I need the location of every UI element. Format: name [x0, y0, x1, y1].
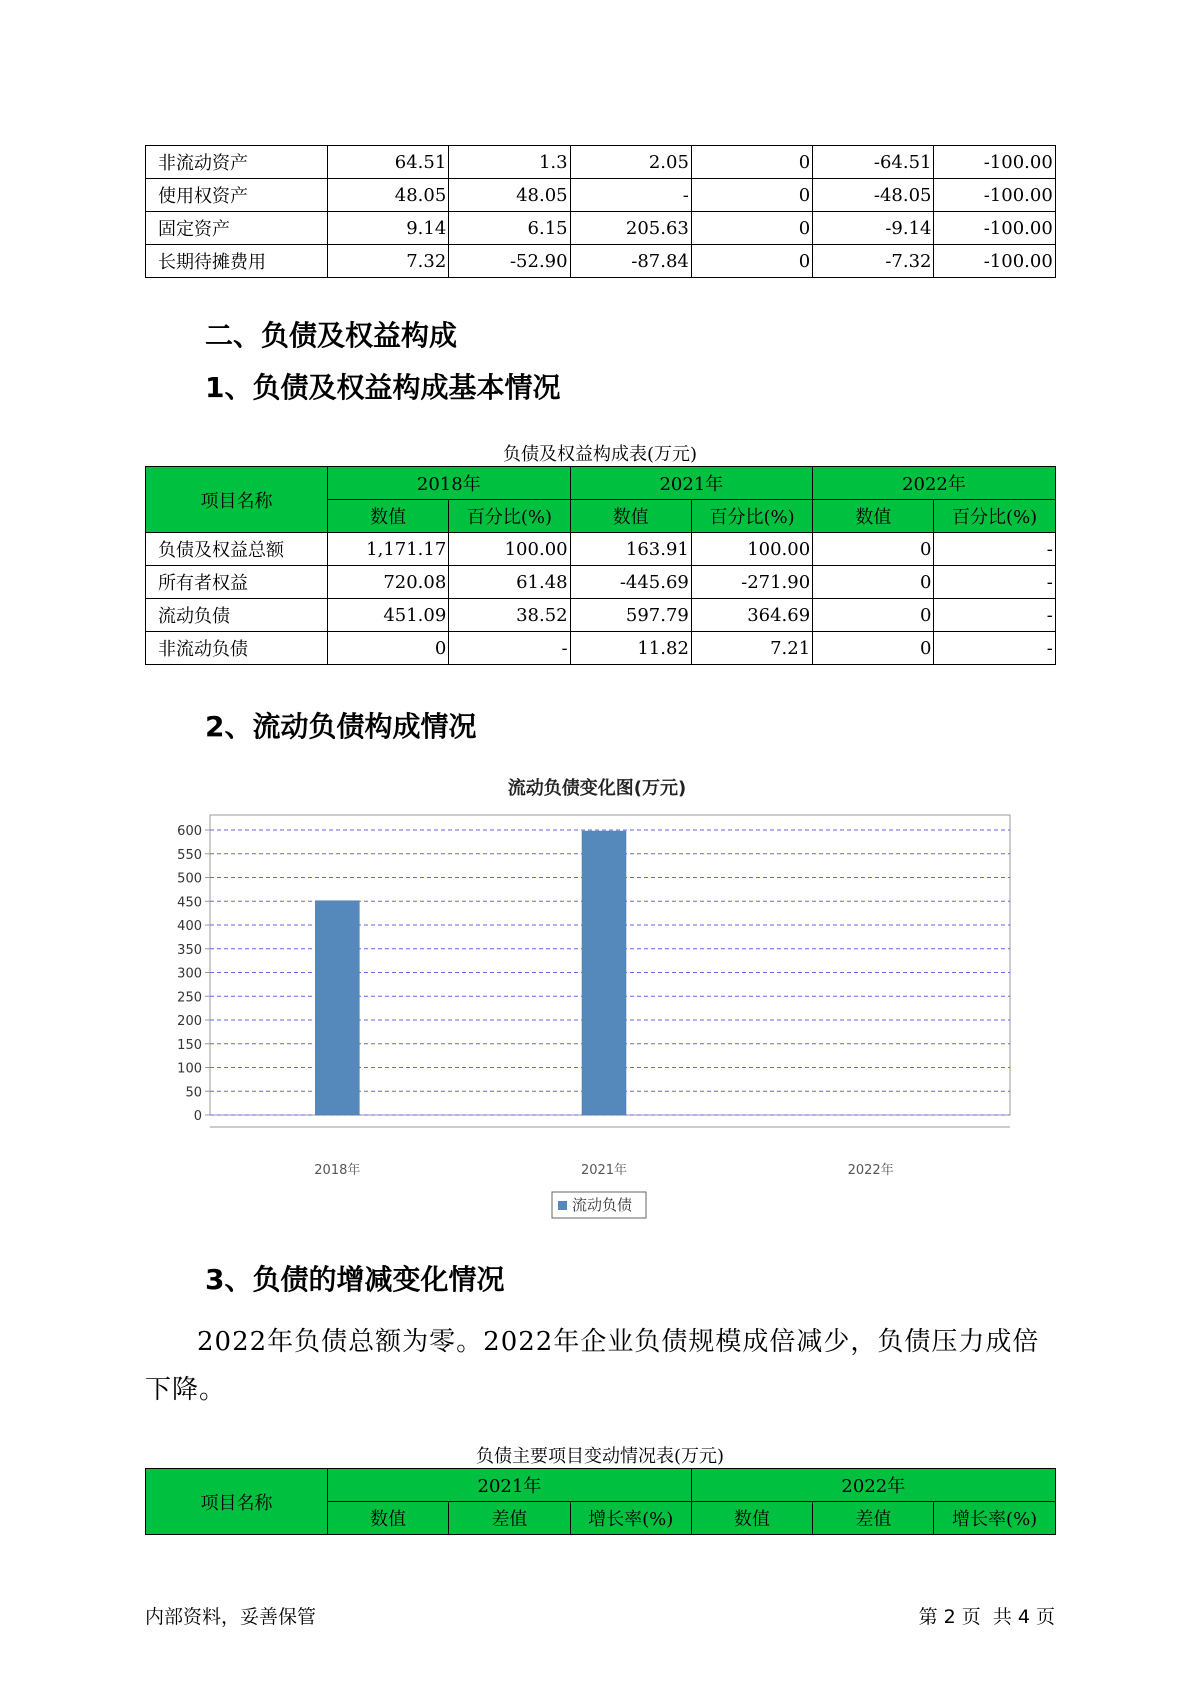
- legend-label: 流动负债: [572, 1196, 633, 1214]
- row-label: 长期待摊费用: [146, 245, 328, 278]
- cell: 48.05: [449, 179, 570, 212]
- cell: -: [570, 179, 691, 212]
- row-label: 流动负债: [146, 599, 328, 632]
- cell: 0: [691, 212, 812, 245]
- cell: -7.32: [813, 245, 934, 278]
- y-tick-label: 350: [177, 942, 202, 958]
- cell: 11.82: [570, 632, 691, 665]
- y-tick-label: 200: [177, 1014, 202, 1029]
- table-row: [146, 599, 1056, 632]
- cell: -271.90: [691, 566, 812, 599]
- table-row: [146, 566, 1056, 599]
- cell: 100.00: [449, 533, 570, 566]
- bar: [582, 831, 626, 1115]
- header-year: 2022年: [813, 467, 1056, 500]
- x-tick-label: 2021年: [580, 1163, 628, 1178]
- cell: 163.91: [570, 533, 691, 566]
- table-row: [146, 146, 1056, 179]
- cell: 720.08: [328, 566, 449, 599]
- header-rate: 增长率(%): [570, 1502, 691, 1535]
- y-tick-label: 150: [177, 1037, 202, 1053]
- header-year: 2022年: [691, 1469, 1055, 1502]
- footer-page-number: 第 2 页 共 4 页: [918, 1606, 1055, 1628]
- y-tick-label: 250: [177, 990, 202, 1006]
- cell: 38.52: [449, 599, 570, 632]
- table-row: [146, 212, 1056, 245]
- row-label: 固定资产: [146, 212, 328, 245]
- cell: 0: [813, 566, 934, 599]
- cell: 0: [691, 245, 812, 278]
- y-tick-label: 500: [177, 871, 202, 887]
- cell: 48.05: [328, 179, 449, 212]
- cell: -87.84: [570, 245, 691, 278]
- table-row: [146, 179, 1056, 212]
- table-caption: 负债主要项目变动情况表(万元): [475, 1446, 725, 1467]
- asset-table: [145, 145, 1056, 278]
- header-value: 数值: [328, 500, 449, 533]
- liability-change-table: [145, 1468, 1056, 1535]
- footer-confidential: 内部资料，妥善保管: [145, 1606, 317, 1628]
- row-label: 使用权资产: [146, 179, 328, 212]
- header-value: 数值: [691, 1502, 812, 1535]
- cell: 61.48: [449, 566, 570, 599]
- section-heading: 二、负债及权益构成: [205, 319, 458, 352]
- cell: -: [934, 533, 1055, 566]
- cell: 0: [813, 533, 934, 566]
- table-header: [146, 467, 1056, 533]
- x-tick-label: 2022年: [847, 1163, 894, 1178]
- cell: 0: [813, 599, 934, 632]
- cell: 9.14: [328, 212, 449, 245]
- row-label: 非流动资产: [146, 146, 328, 179]
- cell: 2.05: [570, 146, 691, 179]
- y-tick-label: 300: [177, 966, 202, 982]
- cell: 100.00: [691, 533, 812, 566]
- y-tick-label: 450: [177, 895, 202, 911]
- header-value: 数值: [570, 500, 691, 533]
- header-percent: 百分比(%): [934, 500, 1055, 533]
- header-diff: 差值: [449, 1502, 570, 1535]
- header-value: 数值: [328, 1502, 449, 1535]
- header-value: 数值: [813, 500, 934, 533]
- header-project-name: 项目名称: [146, 467, 328, 533]
- row-label: 负债及权益总额: [146, 533, 328, 566]
- header-percent: 百分比(%): [691, 500, 812, 533]
- cell: -64.51: [813, 146, 934, 179]
- cell: 1,171.17: [328, 533, 449, 566]
- cell: 0: [328, 632, 449, 665]
- cell: 597.79: [570, 599, 691, 632]
- table-header: [146, 1469, 1056, 1535]
- cell: 364.69: [691, 599, 812, 632]
- cell: 0: [813, 632, 934, 665]
- cell: 205.63: [570, 212, 691, 245]
- y-axis-ticks: [177, 824, 210, 1124]
- y-tick-label: 50: [185, 1085, 202, 1101]
- analysis-paragraph: 2022年负债总额为零。2022年企业负债规模成倍减少，负债压力成倍下降。: [145, 1327, 1040, 1405]
- subsection-heading-2: 2、流动负债构成情况: [205, 710, 477, 743]
- cell: 1.3: [449, 146, 570, 179]
- subsection-heading-1: 1、负债及权益构成基本情况: [205, 371, 561, 404]
- cell: 7.21: [691, 632, 812, 665]
- asset-table-body: [146, 146, 1056, 278]
- y-tick-label: 400: [177, 919, 202, 934]
- table-row: [146, 533, 1056, 566]
- chart-title: 流动负债变化图(万元): [507, 778, 687, 799]
- cell: -100.00: [934, 212, 1055, 245]
- liability-equity-table: [145, 466, 1056, 665]
- current-liabilities-chart: [0, 770, 1191, 1220]
- header-row: [146, 467, 1056, 500]
- cell: -: [934, 632, 1055, 665]
- cell: -52.90: [449, 245, 570, 278]
- cell: 0: [691, 179, 812, 212]
- table-row: [146, 632, 1056, 665]
- table-body: [146, 533, 1056, 665]
- row-label: 所有者权益: [146, 566, 328, 599]
- x-tick-label: 2018年: [314, 1163, 361, 1178]
- y-tick-label: 550: [177, 847, 202, 863]
- cell: 7.32: [328, 245, 449, 278]
- row-label: 非流动负债: [146, 632, 328, 665]
- subsection-heading-3: 3、负债的增减变化情况: [205, 1263, 505, 1296]
- cell: 0: [691, 146, 812, 179]
- cell: 451.09: [328, 599, 449, 632]
- cell: 6.15: [449, 212, 570, 245]
- table-caption: 负债及权益构成表(万元): [502, 444, 698, 465]
- cell: 64.51: [328, 146, 449, 179]
- cell: -48.05: [813, 179, 934, 212]
- cell: -9.14: [813, 212, 934, 245]
- header-year: 2018年: [328, 467, 571, 500]
- cell: -100.00: [934, 146, 1055, 179]
- header-year: 2021年: [328, 1469, 692, 1502]
- legend-swatch: [558, 1201, 567, 1210]
- header-percent: 百分比(%): [449, 500, 570, 533]
- cell: -: [934, 566, 1055, 599]
- y-tick-label: 0: [193, 1109, 202, 1124]
- cell: -: [934, 599, 1055, 632]
- cell: -: [449, 632, 570, 665]
- header-diff: 差值: [813, 1502, 934, 1535]
- header-project-name: 项目名称: [146, 1469, 328, 1535]
- x-axis-ticks: [314, 1162, 893, 1178]
- cell: -100.00: [934, 245, 1055, 278]
- header-rate: 增长率(%): [934, 1502, 1055, 1535]
- cell: -100.00: [934, 179, 1055, 212]
- bar: [315, 901, 359, 1115]
- y-tick-label: 100: [177, 1061, 202, 1077]
- y-tick-label: 600: [177, 824, 202, 839]
- table-row: [146, 245, 1056, 278]
- header-row: [146, 1469, 1056, 1502]
- header-year: 2021年: [570, 467, 813, 500]
- cell: -445.69: [570, 566, 691, 599]
